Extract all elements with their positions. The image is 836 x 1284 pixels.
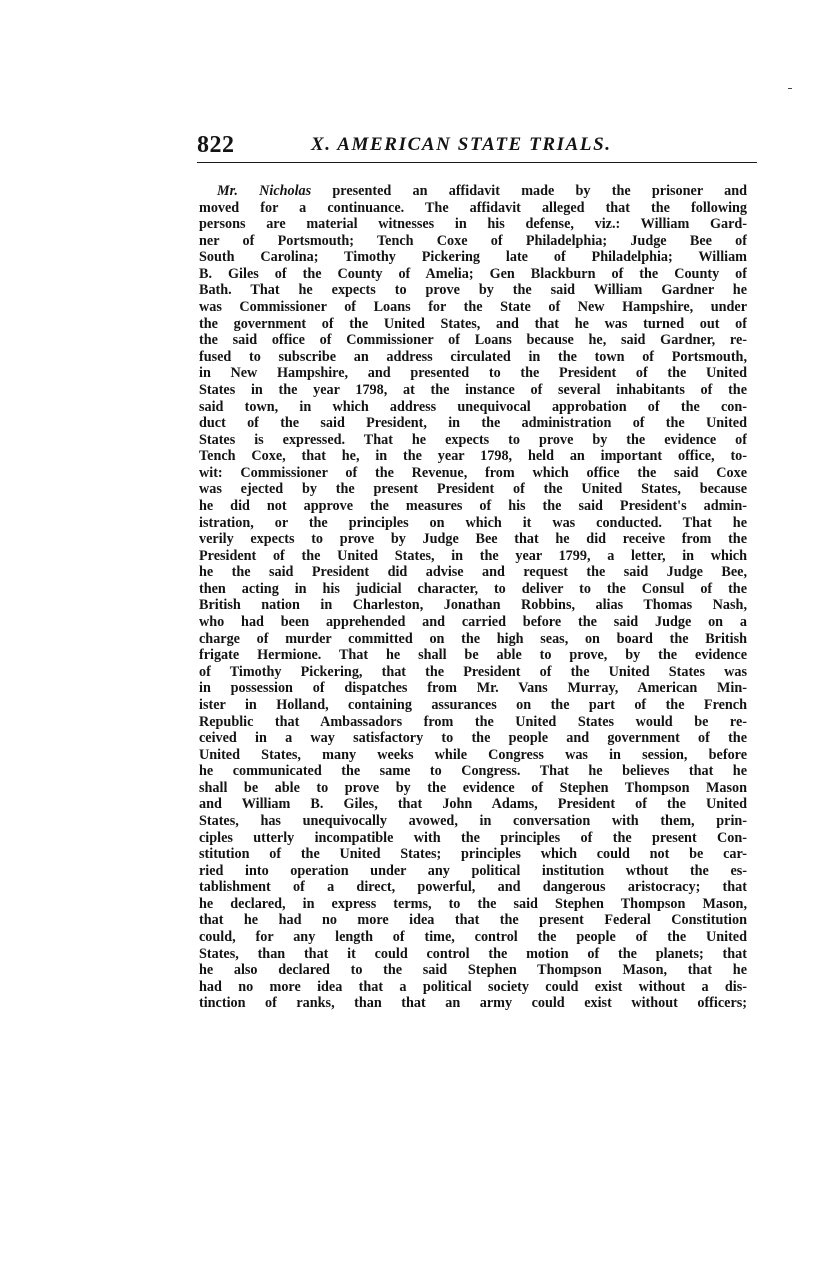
text-line: moved for a continuance. The affidavit alleged that the following — [199, 199, 747, 216]
text-line: persons are material witnesses in his defense, viz.: William Gard- — [199, 216, 747, 233]
text-line: B. Giles of the County of Amelia; Gen Blackburn of the County of — [199, 265, 747, 282]
page-number: 822 — [197, 132, 235, 158]
text-line: who had been apprehended and carried before the said Judge on a — [199, 614, 747, 631]
text-line: British nation in Charleston, Jonathan Robbins, alias Thomas Nash, — [199, 597, 747, 614]
text-line: had no more idea that a political society could exist without a dis- — [199, 978, 747, 995]
text-line: Tench Coxe, that he, in the year 1798, held an important office, to- — [199, 448, 747, 465]
text-line: he communicated the same to Congress. That he believes that he — [199, 763, 747, 780]
text-line: ner of Portsmouth; Tench Coxe of Philadelphia; Judge Bee of — [199, 232, 747, 249]
text-line: President of the United States, in the year 1799, a letter, in which — [199, 547, 747, 564]
speaker-name: Mr. Nicholas — [217, 183, 312, 199]
text-line: States, than that it could control the motion of the planets; that — [199, 945, 747, 962]
text-line: said town, in which address unequivocal approbation of the con- — [199, 398, 747, 415]
text-line: Bath. That he expects to prove by the said William Gardner he — [199, 282, 747, 299]
text-line — [199, 183, 747, 200]
text-line-content: presented an affidavit made by the prisoner and — [311, 183, 747, 199]
text-line: istration, or the principles on which it was conducted. That he — [199, 514, 747, 531]
text-line: could, for any length of time, control the people of the United — [199, 929, 747, 946]
scan-edge-mark — [788, 88, 792, 89]
text-line: tablishment of a direct, powerful, and dangerous aristocracy; that — [199, 879, 747, 896]
text-line: frigate Hermione. That he shall be able to prove, by the evidence — [199, 647, 747, 664]
running-head: X. AMERICAN STATE TRIALS. — [311, 134, 612, 155]
body-text — [199, 183, 747, 1012]
text-line: was Commissioner of Loans for the State of New Hampshire, under — [199, 299, 747, 316]
text-line: and William B. Giles, that John Adams, President of the United — [199, 796, 747, 813]
text-line: in possession of dispatches from Mr. Vans Murray, American Min- — [199, 680, 747, 697]
text-line: ciples utterly incompatible with the principles of the present Con- — [199, 829, 747, 846]
text-line: was ejected by the present President of the United States, because — [199, 481, 747, 498]
text-line: in New Hampshire, and presented to the President of the United — [199, 365, 747, 382]
text-line: he also declared to the said Stephen Thompson Mason, that he — [199, 962, 747, 979]
text-line: verily expects to prove by Judge Bee that he did receive from the — [199, 531, 747, 548]
text-line: tinction of ranks, than that an army could exist without officers; — [199, 995, 747, 1012]
text-line: duct of the said President, in the administration of the United — [199, 415, 747, 432]
text-line: fused to subscribe an address circulated in the town of Portsmouth, — [199, 348, 747, 365]
text-line: stitution of the United States; principles which could not be car- — [199, 846, 747, 863]
text-line: States in the year 1798, at the instance of several inhabitants of the — [199, 381, 747, 398]
text-line: he declared, in express terms, to the said Stephen Thompson Mason, — [199, 895, 747, 912]
page-header — [197, 132, 749, 164]
text-line: then acting in his judicial character, to deliver to the Consul of the — [199, 580, 747, 597]
text-line: the said office of Commissioner of Loans because he, said Gardner, re- — [199, 332, 747, 349]
text-line: the government of the United States, and that he was turned out of — [199, 315, 747, 332]
text-line: ister in Holland, containing assurances on the part of the French — [199, 696, 747, 713]
header-rule — [197, 162, 757, 163]
text-line: of Timothy Pickering, that the President of the United States was — [199, 663, 747, 680]
text-line: ried into operation under any political institution wthout the es- — [199, 862, 747, 879]
text-line: that he had no more idea that the present Federal Constitution — [199, 912, 747, 929]
text-line: States, has unequivocally avowed, in conversation with them, prin- — [199, 812, 747, 829]
text-line: he the said President did advise and request the said Judge Bee, — [199, 564, 747, 581]
text-line: United States, many weeks while Congress was in session, before — [199, 746, 747, 763]
text-line: Republic that Ambassadors from the United States would be re- — [199, 713, 747, 730]
text-line: States is expressed. That he expects to prove by the evidence of — [199, 431, 747, 448]
text-line: he did not approve the measures of his the said President's admin- — [199, 497, 747, 514]
text-line: shall be able to prove by the evidence of Stephen Thompson Mason — [199, 779, 747, 796]
text-line: South Carolina; Timothy Pickering late of Philadelphia; William — [199, 249, 747, 266]
text-line: charge of murder committed on the high seas, on board the British — [199, 630, 747, 647]
text-line: ceived in a way satisfactory to the people and government of the — [199, 730, 747, 747]
text-line: wit: Commissioner of the Revenue, from which office the said Coxe — [199, 464, 747, 481]
